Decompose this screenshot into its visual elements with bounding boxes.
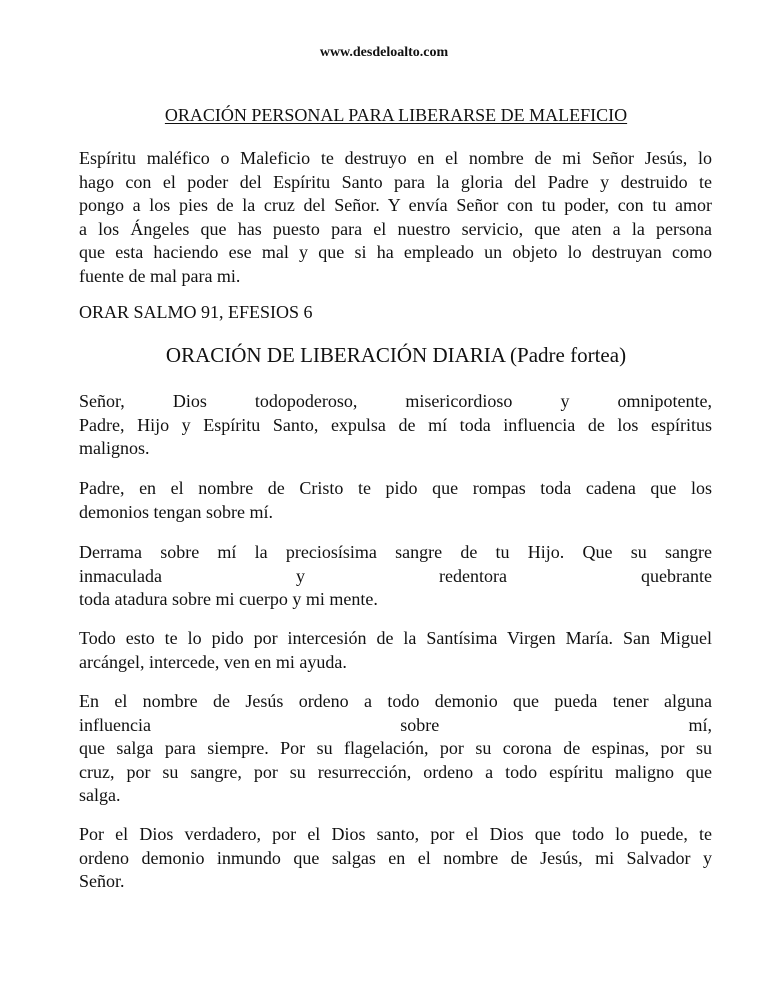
section2-paragraph-6: [79, 823, 712, 894]
text-line: que esta haciendo ese mal y que si ha empleado un objeto lo destruyan como: [79, 242, 712, 262]
section1-instruction: ORAR SALMO 91, EFESIOS 6: [79, 302, 313, 322]
text-line: demonios tengan sobre mí.: [79, 501, 273, 522]
section2-paragraph-3: [79, 541, 712, 612]
text-line: fuente de mal para mi.: [79, 265, 241, 286]
section2-title: ORACIÓN DE LIBERACIÓN DIARIA (Padre fortea): [165, 343, 627, 367]
text-line: toda atadura sobre mi cuerpo y mi mente.: [79, 589, 378, 609]
text-line: Espíritu maléfico o Maleficio te destruyo en el nombre de mi Señor Jesús, lo: [79, 148, 712, 168]
text-line: Derrama sobre mí la preciosísima sangre de tu Hijo. Que su sangre: [79, 542, 712, 562]
text-line: a los Ángeles que has puesto para el nuestro servicio, que aten a la persona: [79, 218, 712, 239]
text-line: Señor.: [79, 871, 125, 891]
text-line: inmaculada y redentora quebrante: [79, 565, 712, 586]
text-line: Señor, Dios todopoderoso, misericordioso y omnipotente,: [79, 391, 712, 411]
text-line: Padre, Hijo y Espíritu Santo, expulsa de mí toda influencia de los espíritus: [79, 414, 712, 435]
section2-paragraph-5: [79, 690, 712, 808]
section1-paragraph: [79, 147, 712, 288]
text-line: malignos.: [79, 438, 150, 458]
section2-paragraph-4: [79, 627, 712, 674]
section2-paragraph-2: [79, 477, 712, 524]
site-url: www.desdeloalto.com: [319, 45, 449, 60]
section1-title: ORACIÓN PERSONAL PARA LIBERARSE DE MALEFICIO: [164, 105, 628, 125]
text-line: arcángel, intercede, ven en mi ayuda.: [79, 651, 347, 672]
text-line: cruz, por su sangre, por su resurrección, ordeno a todo espíritu maligno que: [79, 761, 712, 782]
text-line: Padre, en el nombre de Cristo te pido que rompas toda cadena que los: [79, 478, 712, 498]
text-line: ordeno demonio inmundo que salgas en el nombre de Jesús, mi Salvador y: [79, 847, 712, 868]
text-line: hago con el poder del Espíritu Santo para la gloria del Padre y destruido te: [79, 171, 712, 192]
text-line: influencia sobre mí,: [79, 714, 712, 735]
section2-paragraph-1: [79, 390, 712, 461]
text-line: pongo a los pies de la cruz del Señor. Y envía Señor con tu poder, con tu amor: [79, 195, 712, 215]
text-line: En el nombre de Jesús ordeno a todo demonio que pueda tener alguna: [79, 691, 712, 711]
text-line: Por el Dios verdadero, por el Dios santo, por el Dios que todo lo puede, te: [79, 824, 712, 844]
text-line: Todo esto te lo pido por intercesión de la Santísima Virgen María. San Miguel: [79, 628, 712, 648]
text-line: que salga para siempre. Por su flagelación, por su corona de espinas, por su: [79, 738, 712, 758]
text-line: salga.: [79, 785, 121, 805]
